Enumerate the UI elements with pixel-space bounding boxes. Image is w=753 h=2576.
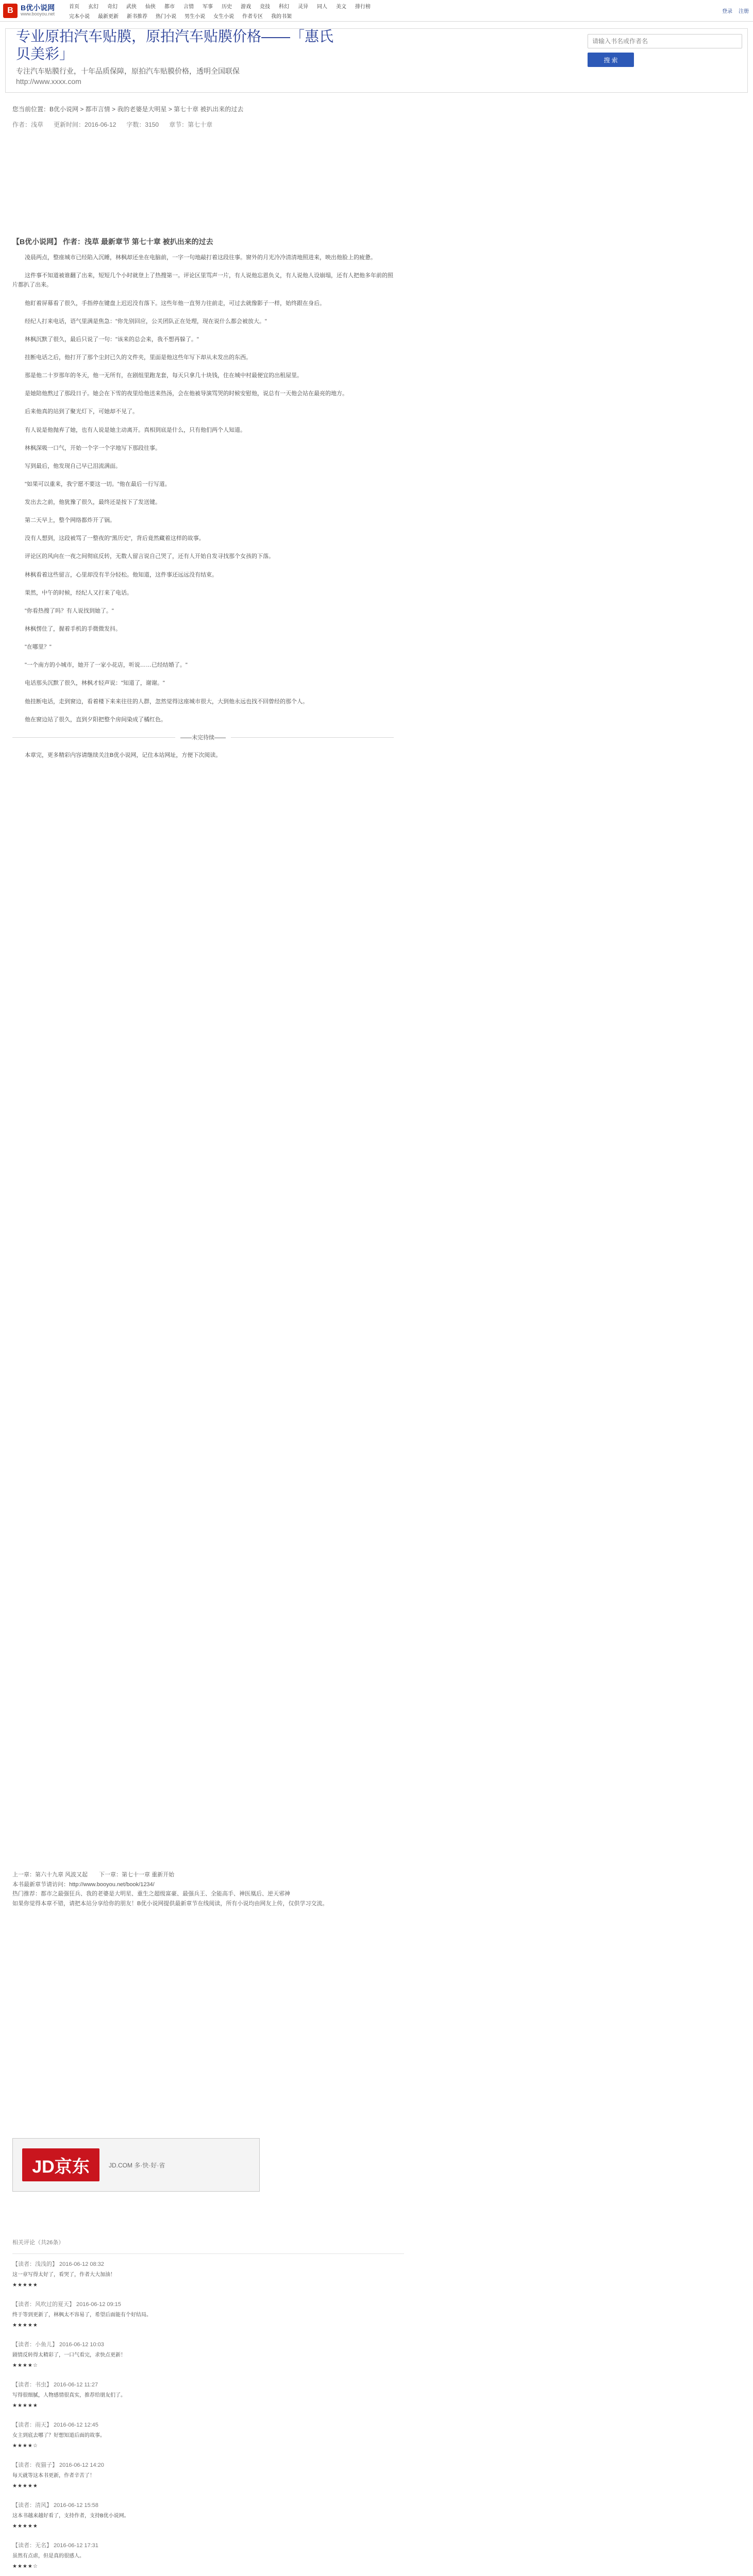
chapter-paragraph: 这件事不知道被谁翻了出来，短短几个小时就登上了热搜第一。评论区里骂声一片，有人说他忘恩负义，有人说他人设崩塌，还有人把他多年前的照片都扒了出来。 — [12, 273, 393, 289]
rating-stars: ★★★★★ — [12, 2523, 38, 2529]
nav-item[interactable]: 男生小说 — [185, 14, 205, 20]
rating-stars: ★★★★★ — [12, 2322, 38, 2328]
divider-line — [12, 737, 175, 738]
comments-divider — [12, 2253, 404, 2254]
chapter-paragraph: 林枫愣住了，握着手机的手微微发抖。 — [25, 626, 121, 633]
rating-stars: ★★★★★ — [12, 2483, 38, 2489]
comment-item — [12, 2260, 621, 2289]
update-time: 更新时间：2016-06-12 — [54, 121, 116, 128]
rating-stars: ★★★★☆ — [12, 2563, 38, 2569]
nav-item[interactable]: 历史 — [222, 4, 232, 10]
nav-item[interactable]: 同人 — [317, 4, 327, 10]
chapter-paragraph: 他盯着屏幕看了很久，手指停在键盘上迟迟没有落下。这些年他一直努力往前走，可过去就像影子一样，始终跟在身后。 — [25, 300, 325, 307]
comment-item — [12, 2421, 621, 2450]
banner-title[interactable]: 专业原拍汽车贴膜，原拍汽车贴膜价格——「惠氏贝美彩」 — [16, 28, 334, 62]
post-meta — [12, 120, 739, 129]
nav-item[interactable]: 女生小说 — [213, 14, 234, 20]
comment-text: 剧情反转得太精彩了，一口气看完，求快点更新！ — [12, 2352, 126, 2359]
nav-item[interactable]: 完本小说 — [69, 14, 90, 20]
comment-title: 【读者：清风】 2016-06-12 15:58 — [12, 2502, 98, 2509]
chapter-paragraph: 发出去之前，他犹豫了很久，最终还是按下了发送键。 — [25, 499, 161, 506]
chapter-meta: 章节：第七十章 — [169, 121, 213, 128]
latest-chapter-link[interactable]: 本书最新章节请访问：http://www.booyou.net/book/1234/ — [12, 1881, 155, 1888]
chapter-paragraph: 评论区的风向在一夜之间彻底反转，无数人留言说自己哭了，还有人开始自发寻找那个女孩的下落。 — [25, 553, 274, 560]
comment-title: 【读者：小鱼儿】 2016-06-12 10:03 — [12, 2342, 104, 2348]
banner-ad-section — [5, 28, 748, 93]
comment-title: 【读者：书虫】 2016-06-12 11:27 — [12, 2382, 98, 2388]
login-link[interactable]: 登录 — [722, 8, 732, 14]
chapter-paragraph: 他在窗边站了很久，直到夕阳把整个房间染成了橘红色。 — [25, 716, 166, 723]
logo-subtitle: www.booyou.net — [21, 11, 55, 17]
chapter-paragraph: 第二天早上，整个网络都炸开了锅。 — [25, 517, 115, 524]
divider-line — [231, 737, 394, 738]
comment-text: 每天就等这本书更新，作者辛苦了！ — [12, 2473, 95, 2479]
author-meta: 作者：浅草 — [12, 121, 44, 128]
chapter-paragraph: 是她陪他熬过了那段日子。她会在下雪的夜里给他送来热汤，会在他被导演骂哭的时候安慰他，说总有一天他会站在最亮的地方。 — [25, 391, 348, 397]
comment-item — [12, 2300, 621, 2329]
to-be-continued-label: ——未完待续—— — [180, 734, 226, 741]
chapter-paragraph: 那是他二十岁那年的冬天，他一无所有，在剧组里跑龙套，每天只拿几十块钱，住在城中村最便宜的出租屋里。 — [25, 372, 303, 379]
comment-text: 终于等到更新了，林枫太不容易了，希望后面能有个好结局。 — [12, 2312, 152, 2318]
chapter-paragraph: 林枫看着这些留言，心里却没有半分轻松。他知道，这件事还远远没有结束。 — [25, 571, 217, 578]
share-note: 如果你觉得本章不错，请把本站分享给你的朋友！B优小说网提供最新章节在线阅读，所有小说均由网友上传，仅供学习交流。 — [12, 1901, 328, 1907]
comment-text: 女主到底去哪了？好想知道后面的故事。 — [12, 2433, 105, 2439]
nav-item[interactable]: 排行榜 — [355, 4, 371, 10]
top-links — [687, 3, 749, 18]
logo-title: B优小说网 — [21, 4, 55, 12]
comment-title: 【读者：风吹过的夏天】 2016-06-12 09:15 — [12, 2301, 121, 2308]
comment-item — [12, 2461, 621, 2490]
chapter-paragraph: 电话那头沉默了很久，林枫才轻声说："知道了，谢谢。" — [25, 680, 165, 687]
comment-text: 这本书越来越好看了，支持作者，支持B优小说网。 — [12, 2513, 129, 2519]
nav-item[interactable]: 军事 — [203, 4, 213, 10]
nav-item[interactable]: 灵异 — [298, 4, 308, 10]
nav-item[interactable]: 新书推荐 — [127, 14, 147, 20]
comment-title: 【读者：雨天】 2016-06-12 12:45 — [12, 2422, 98, 2429]
rating-stars: ★★★★★ — [12, 2402, 38, 2409]
breadcrumb: 您当前位置：B优小说网 > 都市言情 > 我的老婆是大明星 > 第七十章 被扒出来的过去 — [12, 106, 244, 113]
nav-item[interactable]: 武侠 — [126, 4, 137, 10]
chapter-content — [12, 236, 394, 1812]
comment-title: 【读者：夜猫子】 2016-06-12 14:20 — [12, 2462, 104, 2469]
nav-item[interactable]: 科幻 — [279, 4, 289, 10]
chapter-footer-info — [12, 1870, 404, 1942]
search-panel — [588, 34, 742, 80]
nav-item[interactable]: 作者专区 — [242, 14, 263, 20]
nav-item[interactable]: 言情 — [183, 4, 194, 10]
nav-item[interactable]: 玄幻 — [88, 4, 98, 10]
rating-stars: ★★★★☆ — [12, 2362, 38, 2368]
nav-item[interactable]: 都市 — [164, 4, 175, 10]
comments-header: 相关评论（共26条） — [12, 2240, 64, 2246]
comment-item — [12, 2381, 621, 2410]
chapter-nav-links[interactable]: 上一章：第六十九章 风波又起 下一章：第七十一章 重新开始 — [12, 1872, 175, 1878]
nav-item[interactable]: 竞技 — [260, 4, 270, 10]
comment-title: 【读者：浅浅的】 2016-06-12 08:32 — [12, 2261, 104, 2268]
to-be-continued — [12, 733, 394, 742]
chapter-paragraph: 林枫深吸一口气，开始一个字一个字地写下那段往事。 — [25, 445, 161, 451]
jd-logo: JD京东 — [22, 2148, 99, 2181]
comment-text: 写得很细腻，人物感情很真实，推荐给朋友们了。 — [12, 2393, 126, 2399]
chapter-paragraph: 有人说是他抛弃了她，也有人说是她主动离开。真相到底是什么，只有他们两个人知道。 — [25, 427, 246, 433]
chapter-paragraph: 写到最后，他发现自己早已泪流满面。 — [25, 463, 121, 469]
nav-item[interactable]: 热门小说 — [156, 14, 176, 20]
word-count: 字数：3150 — [126, 121, 159, 128]
nav-item[interactable]: 游戏 — [241, 4, 251, 10]
chapter-paragraph: 果然，中午的时候，经纪人又打来了电话。 — [25, 589, 132, 596]
comment-item — [12, 2541, 621, 2570]
site-logo[interactable] — [3, 2, 65, 20]
chapter-paragraph: 挂断电话之后，他打开了那个尘封已久的文件夹，里面是他这些年写下却从未发出的东西。 — [25, 354, 252, 361]
comment-item — [12, 2341, 621, 2369]
nav-item[interactable]: 美文 — [336, 4, 346, 10]
comment-item — [12, 2501, 621, 2530]
chapter-paragraph: 经纪人打来电话，语气里满是焦急："你先别回应，公关团队正在处理，现在说什么都会被放大。" — [25, 318, 267, 325]
chapter-paragraph: "你看热搜了吗？有人说找到她了。" — [25, 607, 114, 614]
banner-ad[interactable] — [16, 28, 346, 86]
logo-icon: B — [3, 4, 18, 18]
nav-item[interactable]: 奇幻 — [107, 4, 118, 10]
comment-text: 这一章写得太好了，看哭了，作者大大加油！ — [12, 2272, 115, 2278]
chapter-paragraph: 没有人想到，这段被骂了一整夜的"黑历史"，背后竟然藏着这样的故事。 — [25, 535, 205, 542]
register-link[interactable]: 注册 — [739, 8, 749, 14]
logo-text — [21, 4, 55, 16]
chapter-paragraph: 林枫沉默了很久，最后只说了一句："该来的总会来，我不想再躲了。" — [25, 336, 199, 343]
search-input[interactable] — [588, 34, 742, 48]
nav-item[interactable]: 仙侠 — [145, 4, 156, 10]
chapter-paragraph: "如果可以重来，我宁愿不要这一切。"他在最后一行写道。 — [25, 481, 171, 487]
main-nav — [69, 1, 440, 21]
nav-item[interactable]: 最新更新 — [98, 14, 119, 20]
nav-row-1 — [69, 1, 440, 11]
jd-subtitle: JD.COM 多·快·好·省 — [109, 2161, 165, 2169]
top-header — [0, 0, 753, 22]
chapter-heading: 【B优小说网】 作者：浅草 最新章节 第七十章 被扒出来的过去 — [12, 238, 213, 246]
chapter-paragraph: "在哪里？" — [25, 644, 52, 651]
jd-ad-banner[interactable] — [12, 2138, 260, 2192]
search-button[interactable]: 搜 索 — [588, 53, 634, 67]
chapter-paragraph: 凌晨两点，整座城市已经陷入沉睡，林枫却还坐在电脑前，一字一句地敲打着这段往事。窗外的月光冷冷清清地照进来，映出他脸上的疲惫。 — [25, 255, 376, 261]
chapter-paragraph: 本章完，更多精彩内容请继续关注B优小说网，记住本站网址，方便下次阅读。 — [25, 752, 222, 759]
banner-line: 专注汽车贴膜行业，十年品质保障，原拍汽车贴膜价格，透明全国联保 — [16, 66, 240, 75]
comment-text: 虽然有点虐，但是真的很感人。 — [12, 2553, 85, 2560]
chapter-paragraph: "一个南方的小城市，她开了一家小花店，听说……已经结婚了。" — [25, 662, 188, 669]
comment-title: 【读者：无名】 2016-06-12 17:31 — [12, 2543, 98, 2549]
chapter-paragraph: 他挂断电话，走到窗边，看着楼下来来往往的人群，忽然觉得这座城市很大，大到他永远也找不回曾经的那个人。 — [25, 698, 308, 705]
banner-url[interactable]: http://www.xxxx.com — [16, 77, 81, 86]
chapter-paragraph: 后来他真的站到了聚光灯下，可她却不见了。 — [25, 409, 138, 415]
comments-section — [12, 2239, 621, 2576]
nav-row-2 — [69, 11, 440, 21]
hot-recommend[interactable]: 热门推荐：都市之最强狂兵、我的老婆是大明星、重生之超级富豪、最强兵王、全能高手、神医凰后、逆天邪神 — [12, 1891, 290, 1897]
nav-item[interactable]: 我的书架 — [271, 14, 292, 20]
nav-item[interactable]: 首页 — [69, 4, 79, 10]
rating-stars: ★★★★☆ — [12, 2443, 38, 2449]
rating-stars: ★★★★★ — [12, 2282, 38, 2288]
